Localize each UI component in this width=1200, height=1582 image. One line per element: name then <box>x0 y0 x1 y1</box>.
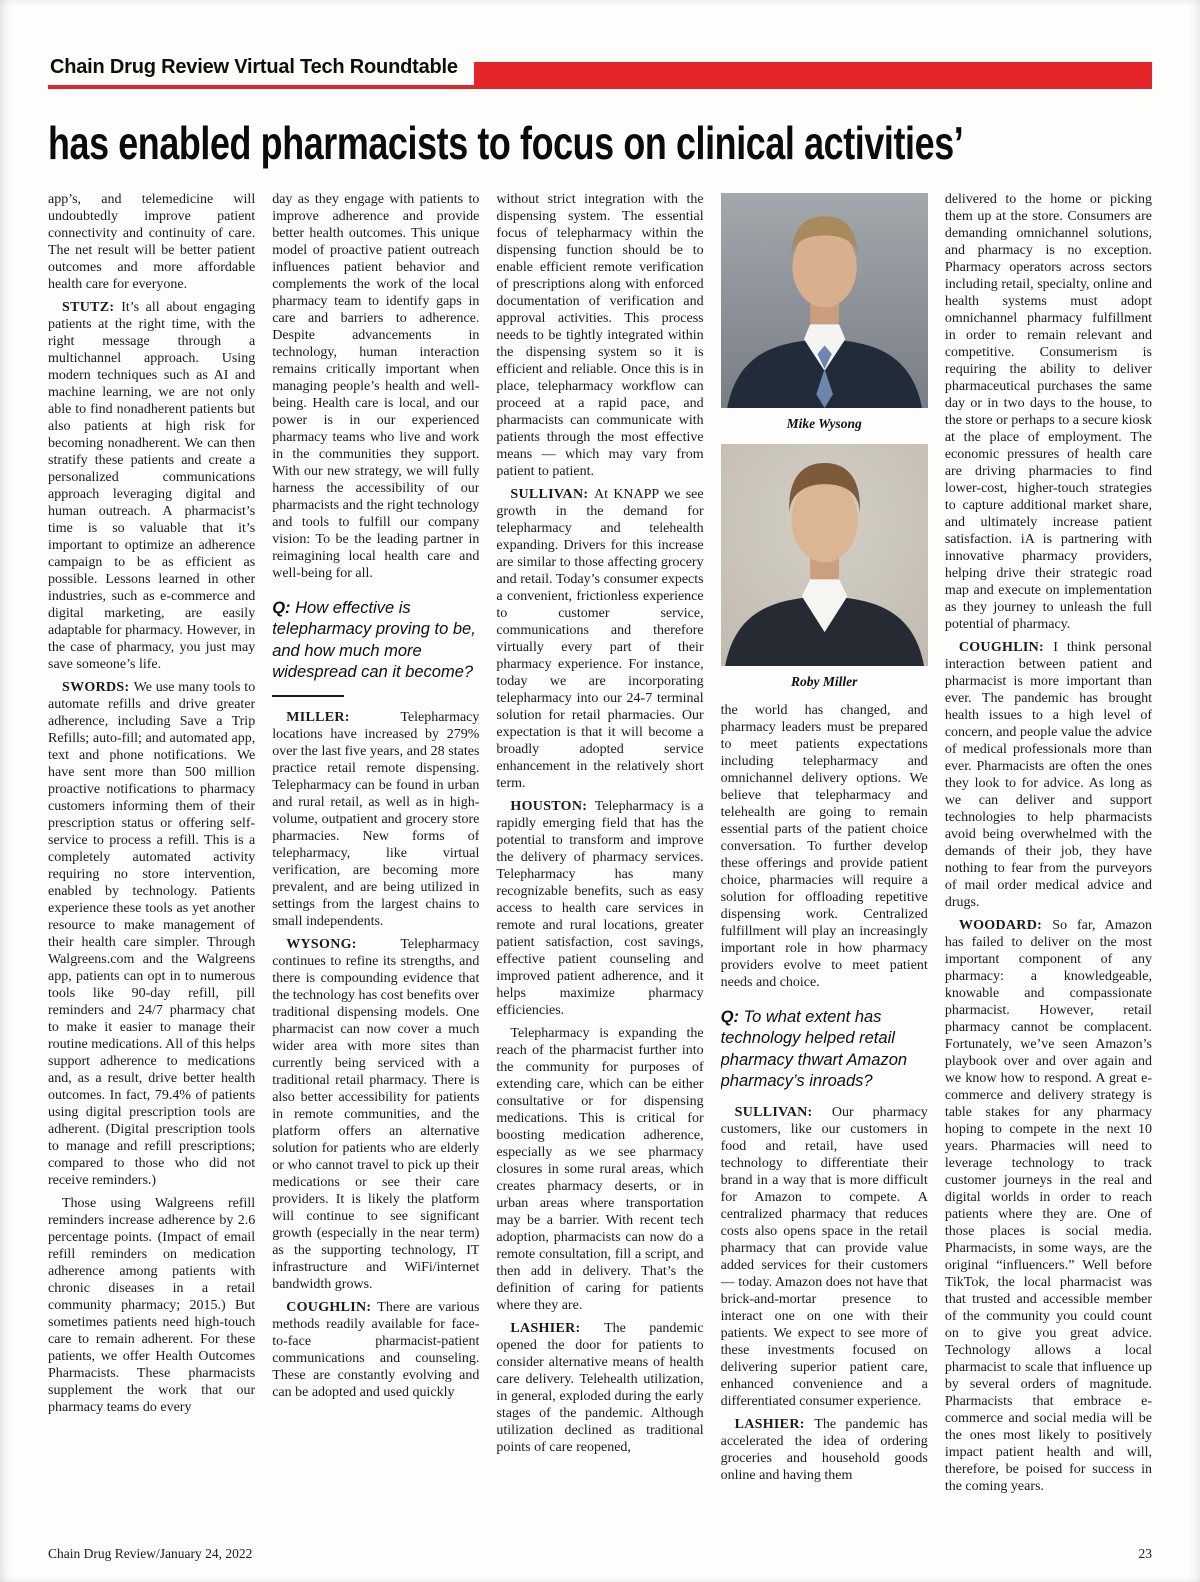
speaker-name: SULLIVAN: <box>734 1104 832 1120</box>
article-paragraph: without strict integration with the dispensing system. The essential focus of telepharmacy within the dispensing function should be to enable efficient remote verification of prescriptions along with enforced documentation of verification and approval activities. This process needs to be tightly integrated within the dispensing system so it is efficient and reliable. Once this is in place, telepharmacy workflow can proceed at a rapid pace, and pharmacists can communicate with patients through the most effective means — which may vary from patient to patient. <box>496 192 704 480</box>
speaker-paragraph: COUGHLIN: There are various methods readily available for face-to-face pharmacist-patient communications and counseling. These are constantly evolving and can be adopted and used quickly <box>272 1299 480 1400</box>
footer-publication-date: Chain Drug Review/January 24, 2022 <box>48 1546 253 1561</box>
speaker-name: SULLIVAN: <box>510 487 594 503</box>
speaker-paragraph: STUTZ: It’s all about engaging patients at the right time, with the right message through a multichannel approach. Using modern techniques such as AI and machine learning, we are not only able to find nonadherent patients but also patients at high risk for becoming nonadherent. We can then stratify these patients and create a personalized communications approach leveraging digital and human outreach. A pharmacist’s time is so valuable that it’s important to optimize an adherence campaign to be as efficient as possible. Lessons learned in other industries, such as e-commerce and digital marketing, are easily adaptable for pharmacy. However, in the case of pharmacy, you just may save someone’s life. <box>48 300 256 673</box>
speaker-paragraph: LASHIER: The pandemic has accelerated the idea of ordering groceries and household goods online and having them <box>720 1416 928 1483</box>
column-5-text <box>945 191 1152 1495</box>
article-paragraph: app’s, and telemedicine will undoubtedly improve patient connectivity and continuity of care. The net result will be better patient outcomes and more affordable health care for everyone. <box>48 192 256 293</box>
speaker-name: LASHIER: <box>734 1416 815 1432</box>
column-5 <box>945 191 1152 1536</box>
article-paragraph: delivered to the home or picking them up at the store. Consumers are demanding omnichannel solutions, and pharmacy is no exception. Pharmacy operators across sectors including retail, specialty, online and health systems must adopt omnichannel pharmacy fulfillment in order to remain relevant and competitive. Consumerism is requiring the ability to deliver pharmaceutical purchases the same day or in two days to the house, to the store or perhaps to a secure kiosk at the place of employment. The economic pressures of health care are driving pharmacies to find lower-cost, higher-touch strategies to capture additional market share, and ultimately increase patient satisfaction. iA is partnering with innovative pharmacy providers, helping drive their strategic road map and execute on implementation as they journey to unleash the full potential of pharmacy. <box>944 192 1152 633</box>
speaker-name: WYSONG: <box>286 936 401 952</box>
article-headline: has enabled pharmacists to focus on clinical activities’ <box>48 117 964 169</box>
speaker-paragraph: SULLIVAN: Our pharmacy customers, like our customers in food and retail, have used technology to differentiate their brand in a way that is more difficult for Amazon to compete. A centralized pharmacy that reduces costs also opens space in the retail pharmacy that can provide value added services for their customers — today. Amazon does not have that brick-and-mortar presence to interact one on one with their patients. We expect to see more of these investments focused on delivering superior patient care, enhanced convenience and a differentiated consumer experience. <box>720 1104 928 1409</box>
column-1 <box>48 191 255 1536</box>
column-3-text <box>496 191 703 1456</box>
column-4 <box>721 191 928 1536</box>
speaker-name: STUTZ: <box>62 300 122 316</box>
column-2-text <box>272 191 479 1400</box>
speaker-name: WOODARD: <box>958 918 1053 934</box>
roby-miller-portrait <box>721 444 928 666</box>
footer-page-number: 23 <box>1138 1546 1152 1561</box>
question-divider <box>272 695 344 697</box>
question-lead: Q: <box>720 1008 744 1027</box>
article-paragraph: the world has changed, and pharmacy leaders must be prepared to meet patients expectations including telepharmacy and omnichannel delivery options. We believe that telepharmacy and telehealth are going to remain essential parts of the patient choice conversation. To further develop these offerings and provide patient choice, pharmacies will require a solution for offloading repetitive dispensing work. Centralized fulfillment will play an increasingly important role in how pharmacy providers evolve to meet patient needs and choice. <box>720 703 928 991</box>
masthead <box>48 56 1152 89</box>
interview-question: Q: To what extent has technology helped retail pharmacy thwart Amazon pharmacy’s inroads? <box>720 1008 908 1090</box>
header-red-bar <box>474 62 1152 89</box>
speaker-paragraph: COUGHLIN: I think personal interaction between patient and pharmacist is more important than ever. The pandemic has brought health issues to a high level of concern, and people value the advice of medical professionals more than ever. Pharmacists are often the ones they look to for advice. As long as we can deliver and support technologies to help pharmacists avoid being overwhelmed with the demands of their job, they have nothing to fear from the purveyors of mail order medical advice and drugs. <box>944 640 1152 911</box>
section-kicker: Chain Drug Review Virtual Tech Roundtable <box>50 56 458 78</box>
mike-wysong-portrait <box>721 193 928 408</box>
speaker-paragraph: WOODARD: So far, Amazon has failed to deliver on the most important component of any pharmacy: a knowledgeable, knowable and compassionate pharmacist. However, retail pharmacy cannot be complacent. Fortunately, we’ve seen Amazon’s playbook over and over again and we know how to respond. A great e-commerce and delivery strategy is table stakes for any pharmacy hoping to compete in the next 10 years. Pharmacies will need to leverage technology to track customer journeys in the real and digital worlds in order to reach patients where they are. One of those places is social media. Pharmacists, in some ways, are the original “influencers.” Well before TikTok, the local pharmacist was that trusted and accessible member of the community you could count on to give you great advice. Technology allows a local pharmacist to scale that influence up by several orders of magnitude. Pharmacists that embrace e-commerce and social media will be the ones most likely to positively impact patient health and will, therefore, be poised for success in the coming years. <box>944 918 1152 1495</box>
speaker-name: MILLER: <box>286 709 401 725</box>
column-4-text <box>721 702 928 1483</box>
speaker-name: LASHIER: <box>510 1321 605 1337</box>
kicker-underline <box>48 56 474 89</box>
article-paragraph: Those using Walgreens refill reminders increase adherence by 2.6 percentage points. (Impact of email refill reminders on medication adherence among patients with chronic diseases in a retail community pharmacy; 2015.) But sometimes patients need high-touch care to remain adherent. For these patients, we offer Health Outcomes Pharmacists. These pharmacists supplement the work that our pharmacy teams do every <box>48 1196 256 1416</box>
column-3 <box>496 191 703 1536</box>
speaker-paragraph: HOUSTON: Telepharmacy is a rapidly emerging field that has the potential to transform and improve the delivery of pharmacy services. Telepharmacy has many recognizable benefits, such as easy access to health care services in remote and rural locations, greater patient satisfaction, cost savings, effective patient counseling and improved patient adherence, and it helps maximize pharmacy efficiencies. <box>496 799 704 1019</box>
photo-caption: Mike Wysong <box>786 416 862 432</box>
speaker-paragraph: MILLER: Telepharmacy locations have increased by 279% over the last five years, and 28 states practice retail remote dispensing. Telepharmacy can be found in urban and rural retail, as well as in high-volume, outpatient and grocery store pharmacies. New forms of telepharmacy, like virtual verification, are becoming more prevalent, and are being utilized in settings from the largest chains to small independents. <box>272 709 480 929</box>
photo-roby-miller <box>721 444 928 690</box>
speaker-paragraph: SULLIVAN: At KNAPP we see growth in the demand for telepharmacy and telehealth expanding. Drivers for this increase are similar to those affecting grocery and retail. Today’s consumer expects a convenient, frictionless experience to customer service, communications and therefore virtually every part of their pharmacy experience. For instance, today we are incorporating telepharmacy into our 24-7 terminal solution for retail pharmacies. Our expectation is that it will become a broadly adopted service enhancement in the relatively short term. <box>496 487 704 792</box>
speaker-name: HOUSTON: <box>510 799 595 815</box>
speaker-paragraph: WYSONG: Telepharmacy continues to refine its strengths, and there is compounding evidence that the technology has cost benefits over traditional dispensing models. One pharmacist can now cover a much wider area with more sites than currently being serviced with a traditional retail pharmacy. There is also better accessibility for patients in remote communities, and the platform offers an alternative solution for patients who are elderly or who cannot travel to pick up their medications or see their care providers. It is likely the platform will continue to see significant growth (especially in the near term) as the supporting technology, IT infrastructure and WiFi/internet bandwidth grows. <box>272 936 480 1292</box>
column-2 <box>272 191 479 1536</box>
article-paragraph: Telepharmacy is expanding the reach of the pharmacist further into the community for purposes of extending care, which can be either consultative or for dispensing medications. This is critical for boosting medication adherence, especially as we see pharmacy closures in some rural areas, which creates pharmacy deserts, or in urban areas where transportation may be a barrier. With recent tech adoption, pharmacists can now do a remote consultation, fill a script, and then add in delivery. That’s the definition of caring for patients where they are. <box>496 1026 704 1314</box>
article-columns <box>48 191 1152 1536</box>
question-lead: Q: <box>272 599 296 618</box>
photo-caption: Roby Miller <box>791 674 858 690</box>
column-1-text <box>48 191 255 1416</box>
photo-mike-wysong <box>721 193 928 432</box>
speaker-paragraph: SWORDS: We use many tools to automate refills and drive greater adherence, including Save a Trip Refills; auto-fill; and automated app, text and phone notifications. We have sent more than 500 million proactive notifications to pharmacy customers informing them of their prescription status or offering self-service to process a refill. This is a completely automated activity requiring no store intervention, enabled by technology. Patients experience these tools as yet another resource to make management of their health care simpler. Through Walgreens.com and the Walgreens app, patients can opt in to numerous tools like 90-day refill, pill reminders and 24/7 pharmacy chat to make it easier to manage their routine medications. All of this helps support adherence to medications and, as a result, drive better health outcomes. In fact, 79.4% of patients using digital prescription tools are adherent. (Digital prescription tools to manage and refill prescriptions; compared to those who did not receive reminders.) <box>48 680 256 1189</box>
article-paragraph: day as they engage with patients to improve adherence and provide better health outcomes. This unique model of proactive patient outreach influences patient behavior and complements the work of the local pharmacy team to identify gaps in care and barriers to adherence. Despite advancements in technology, human interaction remains critically important when managing people’s health and well-being. Health care is local, and our power is in our experienced pharmacy teams who live and work in the communities they support. With our new strategy, we will fully harness the accessibility of our pharmacists and the right technology and tools to fulfill our company vision: To be the leading partner in reimagining local health care and well-being for all. <box>272 192 480 582</box>
page-footer <box>48 1546 1152 1562</box>
speaker-name: COUGHLIN: <box>286 1299 378 1315</box>
interview-question: Q: How effective is telepharmacy proving to be, and how much more widespread can it become? <box>272 599 476 681</box>
speaker-name: SWORDS: <box>62 680 134 696</box>
speaker-paragraph: LASHIER: The pandemic opened the door for patients to consider alternative means of health care delivery. Telehealth utilization, in general, exploded during the early stages of the pandemic. Although utilization declined as traditional points of care reopened, <box>496 1321 704 1456</box>
speaker-name: COUGHLIN: <box>958 640 1054 656</box>
